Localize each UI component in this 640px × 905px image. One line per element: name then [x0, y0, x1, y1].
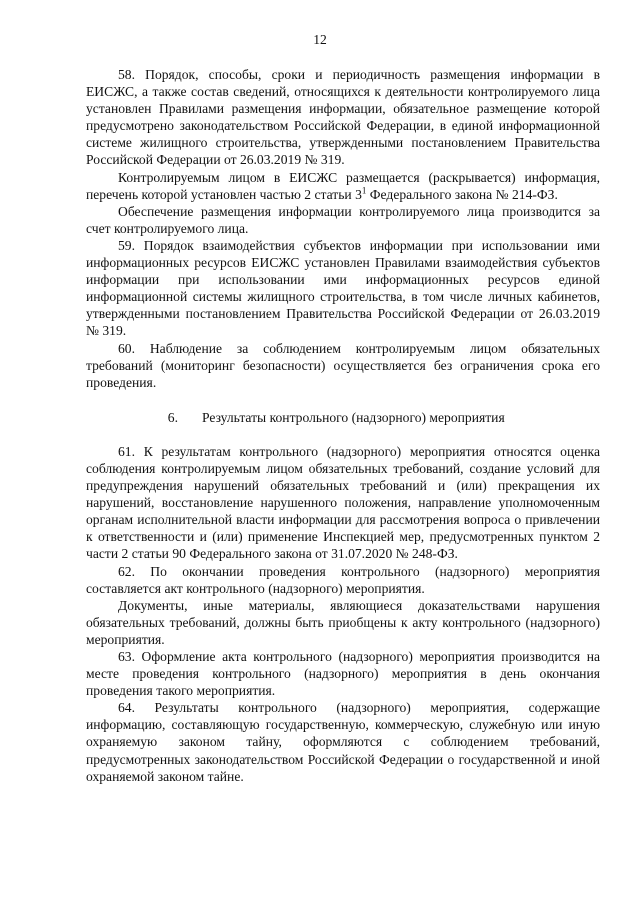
document-body — [86, 66, 600, 785]
paragraph-64: 64. Результаты контрольного (надзорного) мероприятия, содержащие информацию, составляющую государственную, коммерческую, служебную или иную охраняемую законом тайну, оформляются с соблюдением требований, предусмотренных законодательством Российской Федерации о государственной и иной охраняемой законом тайне. — [86, 700, 600, 784]
paragraph-61: 61. К результатам контрольного (надзорного) мероприятия относятся оценка соблюдения контролируемым лицом обязательных требований, создание условий для предупреждения нарушений обязательных требований и (или) прекращения их нарушений, восстановление нарушенного положения, направление уполномоченным органам исполнительной власти информации для рассмотрения вопроса о привлечении к ответственности и (или) применение Инспекцией мер, предусмотренных пунктом 2 части 2 статьи 90 Федерального закона от 31.07.2020 № 248-ФЗ. — [86, 443, 600, 562]
paragraph-62: 62. По окончании проведения контрольного (надзорного) мероприятия составляется акт контрольного (надзорного) мероприятия. — [86, 563, 600, 596]
paragraph-58-disclosure-text: Контролируемым лицом в ЕИСЖС размещается (раскрывается) информация, перечень которой установлен частью 2 статьи 3 — [86, 169, 600, 202]
paragraph-59: 59. Порядок взаимодействия субъектов информации при использовании ими информационных ресурсов ЕИСЖС установлен Правилами взаимодействия субъектов информации при использовании ими информационных ресурсов единой информационной системы жилищного строительства, в том числе личных кабинетов, утвержденными постановлением Правительства Российской Федерации от 26.03.2019 № 319. — [86, 237, 600, 339]
superscript: 1 — [361, 185, 367, 196]
paragraph-60: 60. Наблюдение за соблюдением контролируемым лицом обязательных требований (мониторинг безопасности) осуществляется без ограничения срока его проведения. — [86, 340, 600, 390]
section-title: Результаты контрольного (надзорного) мероприятия — [202, 409, 505, 425]
section-number: 6. — [167, 409, 178, 425]
paragraph-58-funding: Обеспечение размещения информации контролируемого лица производится за счет контролируемого лица. — [86, 203, 600, 236]
paragraph-58-disclosure-tail: Федерального закона № 214-ФЗ. — [366, 186, 558, 202]
section-heading — [86, 409, 600, 426]
paragraph-62-documents: Документы, иные материалы, являющиеся доказательствами нарушения обязательных требований, должны быть приобщены к акту контрольного (надзорного) мероприятия. — [86, 597, 600, 647]
paragraph-63: 63. Оформление акта контрольного (надзорного) мероприятия производится на месте проведения контрольного (надзорного) мероприятия в день окончания проведения такого мероприятия. — [86, 649, 600, 699]
paragraph-58-disclosure — [86, 169, 600, 203]
page-number: 12 — [313, 32, 327, 47]
paragraph-58: 58. Порядок, способы, сроки и периодичность размещения информации в ЕИСЖС, а также состав сведений, относящихся к деятельности контролируемого лица установлен Правилами размещения информации, обязательное размещение которой предусмотрено законодательством Российской Федерации, в единой информационной системе жилищного строительства, утвержденными постановлением Правительства Российской Федерации от 26.03.2019 № 319. — [86, 67, 600, 168]
